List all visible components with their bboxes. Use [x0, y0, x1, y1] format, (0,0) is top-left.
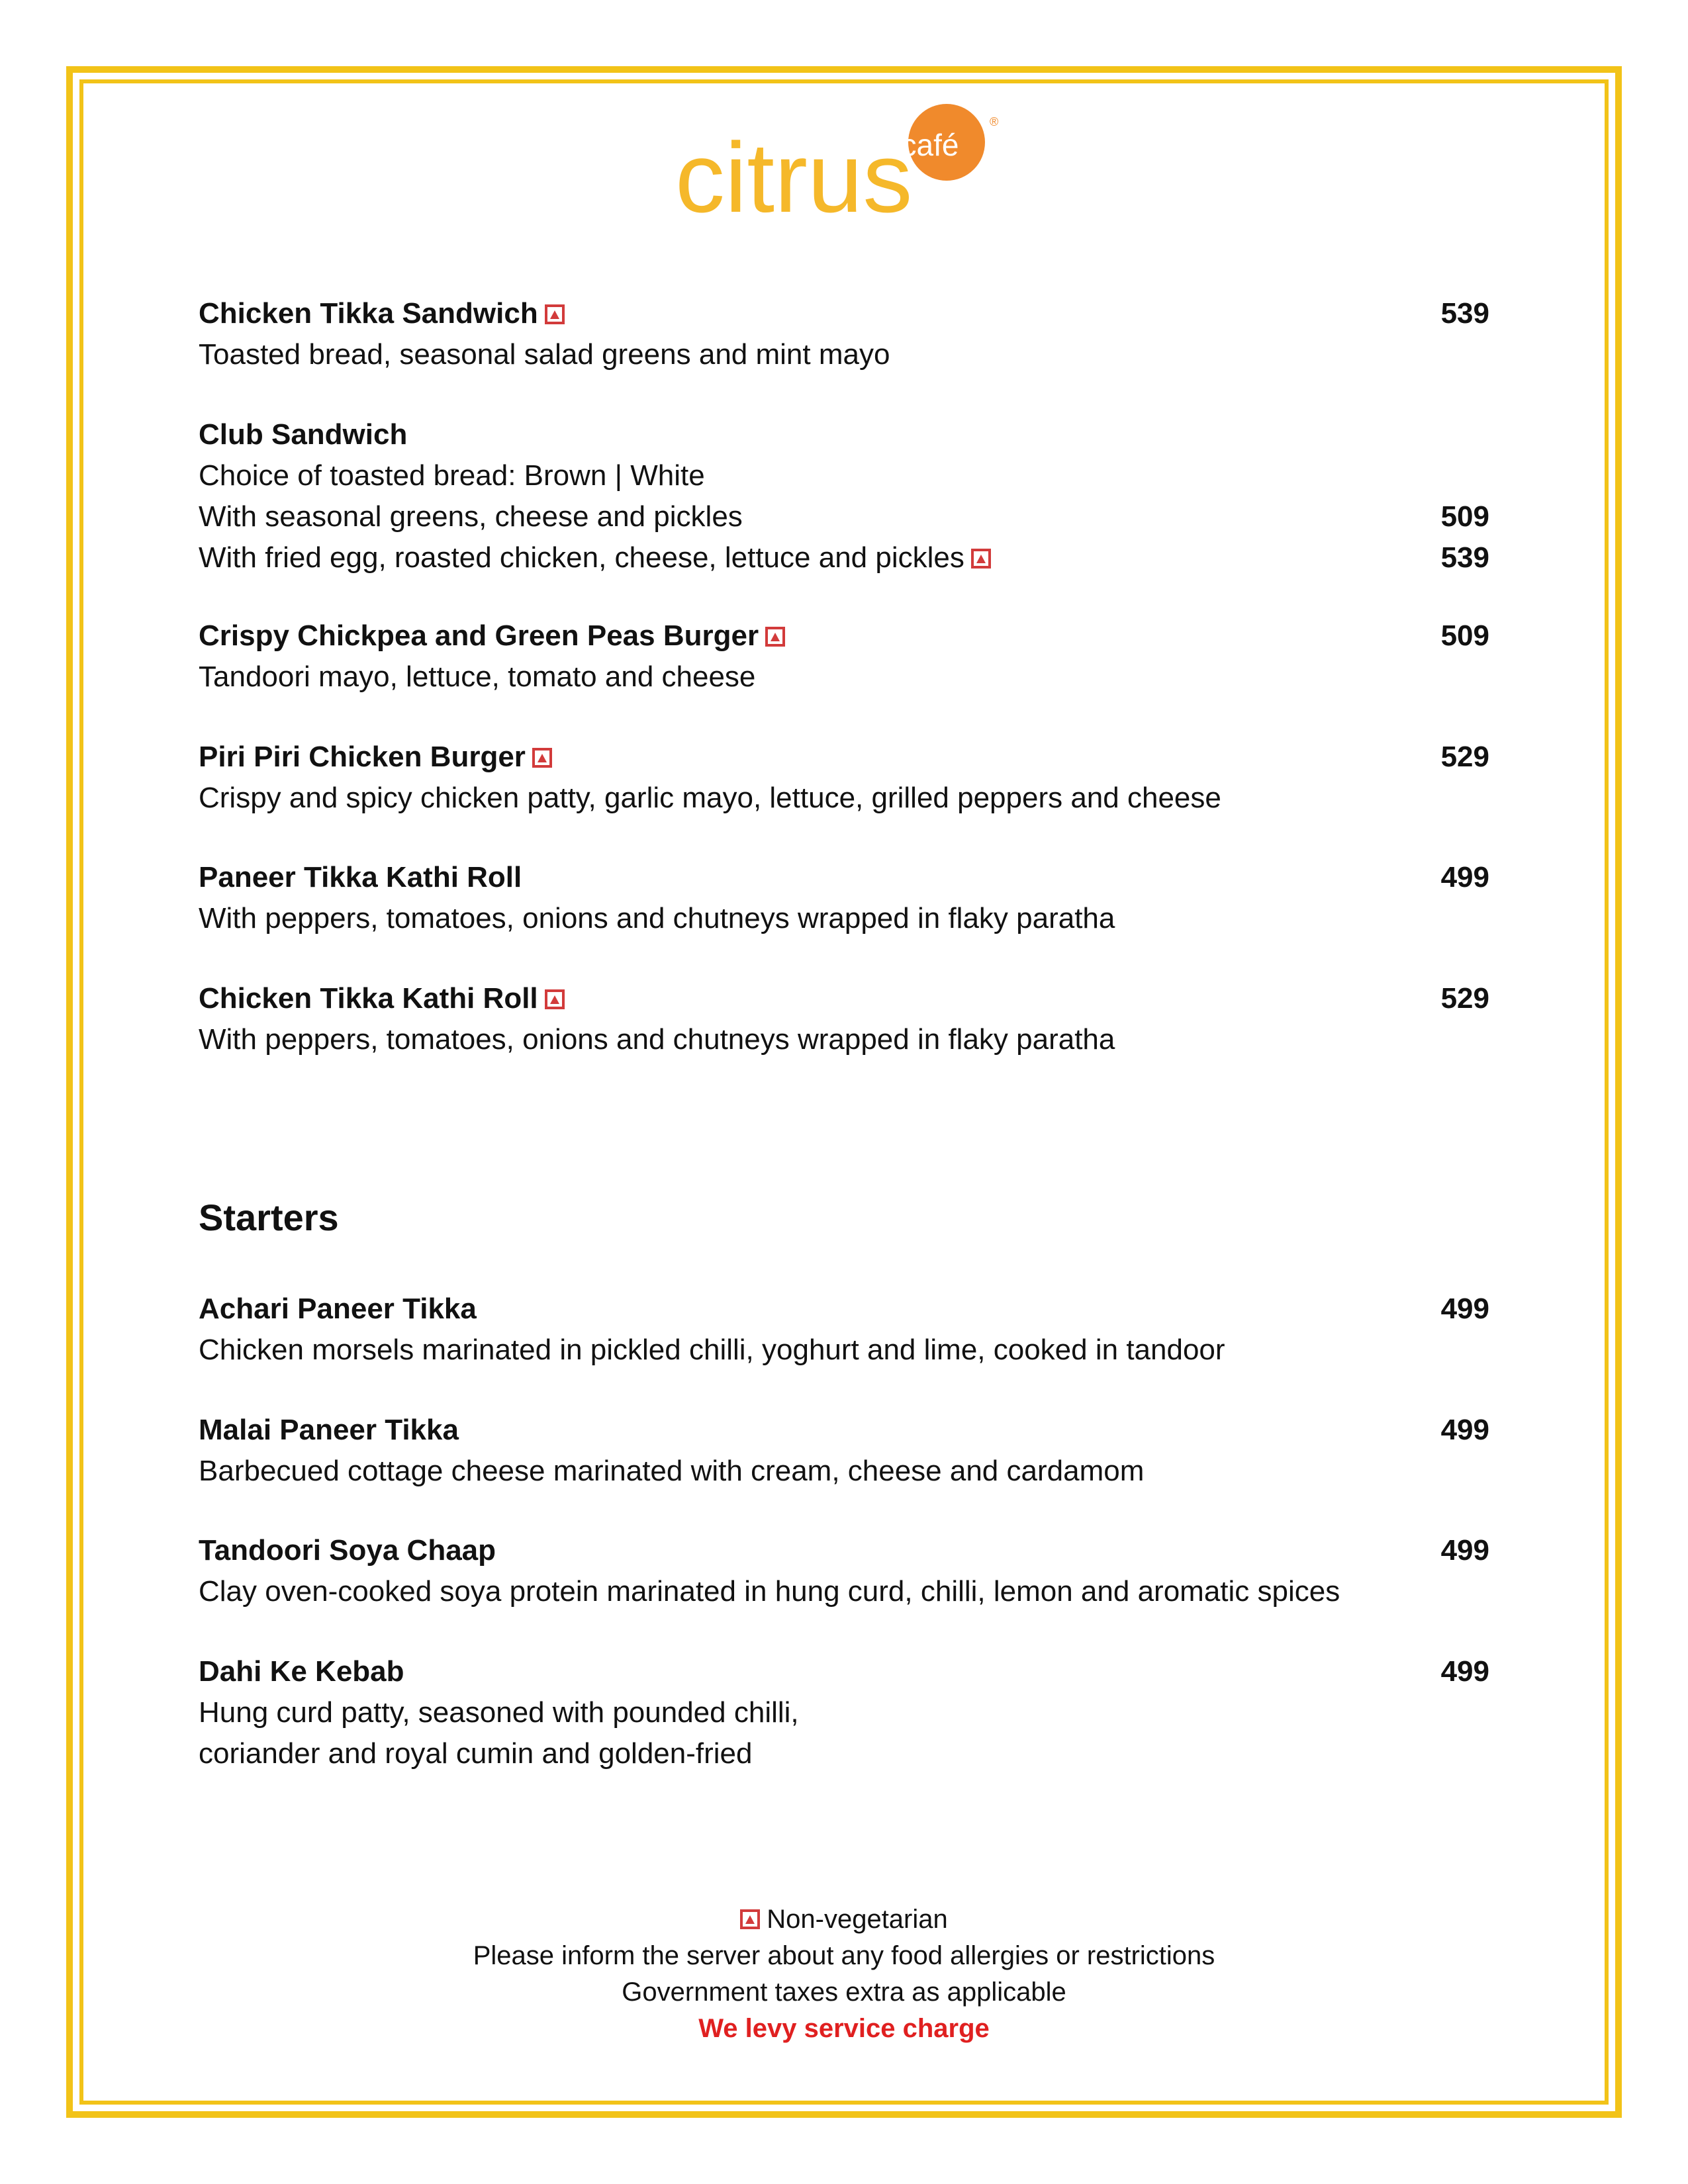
item-description: Barbecued cottage cheese marinated with cream, cheese and cardamom [199, 1455, 1145, 1487]
item-price: 499 [1440, 861, 1489, 893]
item-price: 529 [1440, 741, 1489, 773]
item-description: Hung curd patty, seasoned with pounded chilli, [199, 1696, 799, 1729]
item-description: Crispy and spicy chicken patty, garlic mayo, lettuce, grilled peppers and cheese [199, 782, 1221, 814]
footer-allergy-note: Please inform the server about any food allergies or restrictions [473, 1941, 1215, 1970]
item-description: Choice of toasted bread: Brown | White [199, 459, 705, 492]
item-price: 499 [1440, 1414, 1489, 1446]
section-title-starters: Starters [199, 1197, 339, 1238]
item-description: coriander and royal cumin and golden-fried [199, 1737, 753, 1770]
menu-item [199, 978, 1489, 1060]
item-price: 499 [1440, 1293, 1489, 1325]
menu-item [199, 857, 1489, 939]
menu-border-inner [79, 79, 1609, 2105]
item-name: Paneer Tikka Kathi Roll [199, 861, 522, 893]
svg-text:®: ® [990, 115, 999, 128]
item-price: 539 [1440, 297, 1489, 330]
item-description: With peppers, tomatoes, onions and chutneys wrapped in flaky paratha [199, 1023, 1115, 1056]
item-name: Achari Paneer Tikka [199, 1293, 477, 1325]
non-veg-icon [765, 627, 785, 647]
menu-item [199, 414, 1489, 578]
menu-item [199, 1530, 1489, 1612]
item-price: 509 [1440, 619, 1489, 652]
item-name: Crispy Chickpea and Green Peas Burger [199, 619, 759, 652]
item-price: 499 [1440, 1534, 1489, 1567]
item-price: 499 [1440, 1655, 1489, 1688]
option-price: 509 [1440, 500, 1489, 533]
footer-taxes-note: Government taxes extra as applicable [622, 1978, 1066, 2007]
item-description: Toasted bread, seasonal salad greens and mint mayo [199, 338, 890, 371]
item-option: With seasonal greens, cheese and pickles [199, 500, 743, 533]
item-name: Piri Piri Chicken Burger [199, 741, 526, 773]
item-name: Club Sandwich [199, 418, 408, 451]
menu-item [199, 1289, 1489, 1371]
item-name: Tandoori Soya Chaap [199, 1534, 496, 1567]
citrus-cafe-logo [675, 96, 1019, 228]
menu-item [199, 1651, 1489, 1774]
footer-service-charge: We levy service charge [698, 2014, 990, 2043]
non-veg-icon [971, 549, 991, 569]
non-veg-icon [532, 748, 552, 768]
item-description: With peppers, tomatoes, onions and chutneys wrapped in flaky paratha [199, 902, 1115, 934]
non-veg-icon [545, 989, 565, 1009]
item-name: Malai Paneer Tikka [199, 1414, 459, 1446]
menu-item [199, 293, 1489, 375]
option-price: 539 [1440, 541, 1489, 574]
item-description: Chicken morsels marinated in pickled chilli, yoghurt and lime, cooked in tandoor [199, 1334, 1225, 1366]
non-veg-icon [740, 1909, 760, 1929]
item-description: Tandoori mayo, lettuce, tomato and cheese [199, 660, 756, 693]
item-option: With fried egg, roasted chicken, cheese, lettuce and pickles [199, 541, 964, 574]
item-price: 529 [1440, 982, 1489, 1015]
item-name: Chicken Tikka Kathi Roll [199, 982, 538, 1015]
svg-text:café: café [901, 128, 959, 162]
legend-text: Non-vegetarian [767, 1905, 948, 1934]
menu-item [199, 615, 1489, 698]
item-description: Clay oven-cooked soya protein marinated in hung curd, chilli, lemon and aromatic spices [199, 1575, 1340, 1608]
non-veg-icon [545, 304, 565, 324]
menu-item [199, 1410, 1489, 1492]
svg-text:citrus: citrus [675, 122, 913, 228]
menu-item [199, 737, 1489, 819]
item-name: Dahi Ke Kebab [199, 1655, 404, 1688]
item-name: Chicken Tikka Sandwich [199, 297, 538, 330]
footer-legend [0, 1901, 1688, 1938]
